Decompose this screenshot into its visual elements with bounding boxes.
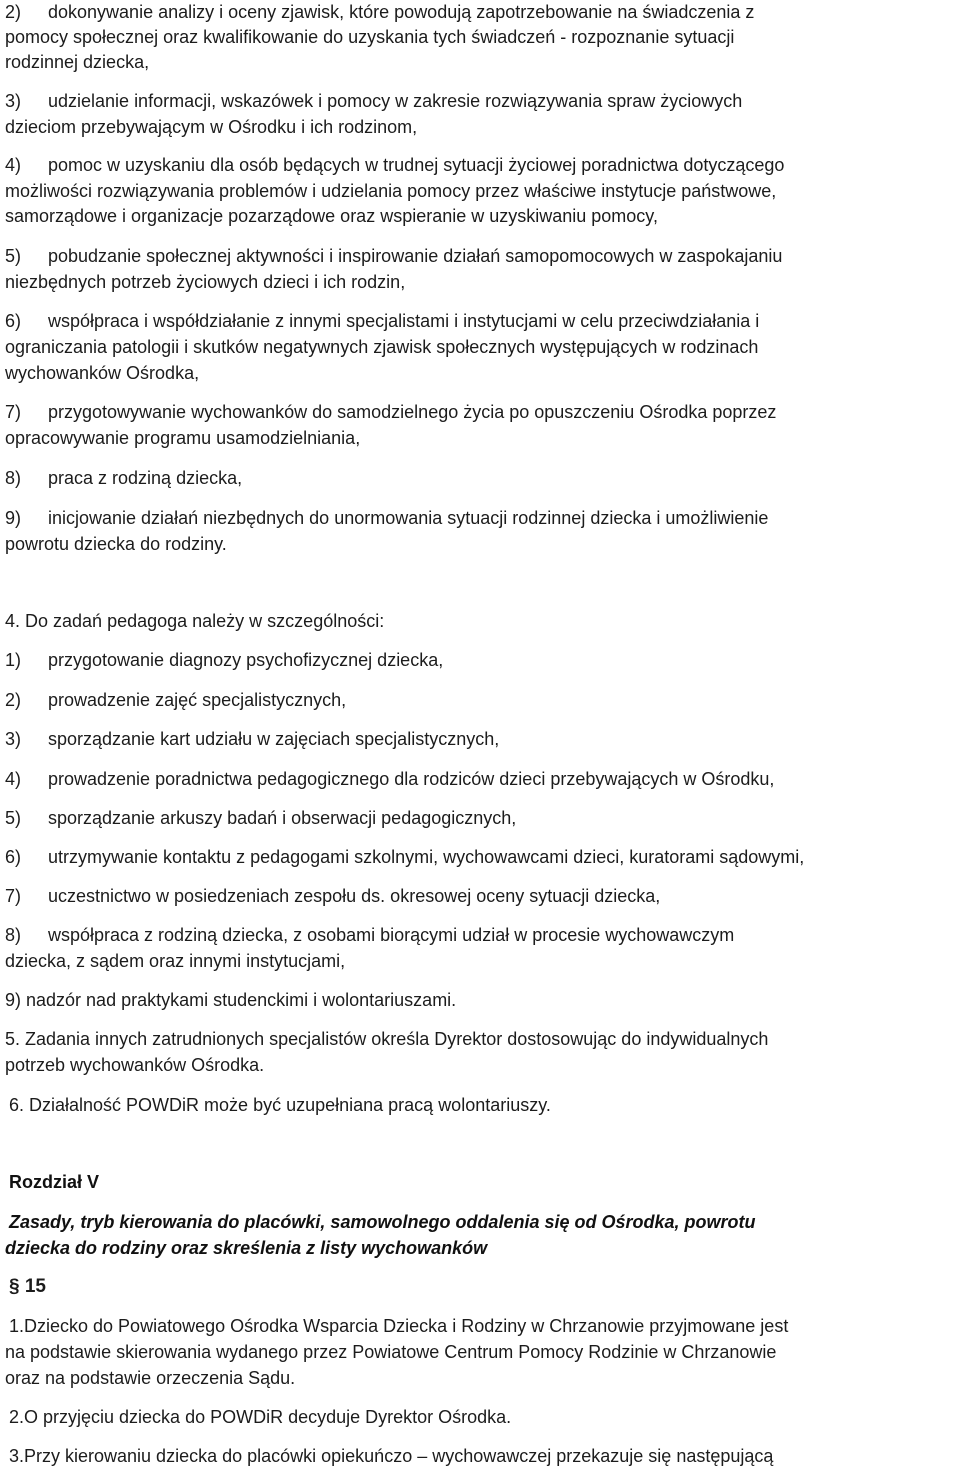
list-b-number-6: 6) <box>5 847 22 867</box>
section-point-1-line-2: na podstawie skierowania wydanego przez Powiatowe Centrum Pomocy Rodzinie w Chrzanowie <box>5 1342 777 1362</box>
list-a-item-6-line-2: ograniczania patologii i skutków negatywnych zjawisk społecznych występujących w rodzinach <box>5 337 759 357</box>
list-a-number-5: 5) <box>5 246 22 266</box>
list-b-item-7-text: uczestnictwo w posiedzeniach zespołu ds. okresowej oceny sytuacji dziecka, <box>48 886 661 906</box>
section-point-3: 3.Przy kierowaniu dziecka do placówki opiekuńczo – wychowawczej przekazuje się następującą <box>9 1446 774 1466</box>
list-b-item-4 <box>5 767 774 793</box>
list-b-number-1: 1) <box>5 650 22 670</box>
list-b-item-5-text: sporządzanie arkuszy badań i obserwacji pedagogicznych, <box>48 808 517 828</box>
list-a-item-5-line-1 <box>5 244 782 270</box>
point-6: 6. Działalność POWDiR może być uzupełniana pracą wolontariuszy. <box>9 1095 551 1115</box>
list-a-number-6: 6) <box>5 311 22 331</box>
list-a-item-5-text: pobudzanie społecznej aktywności i inspirowanie działań samopomocowych w zaspokajaniu <box>48 246 783 266</box>
list-a-item-9-line-1 <box>5 506 768 532</box>
list-a-item-2-text: dokonywanie analizy i oceny zjawisk, które powodują zapotrzebowanie na świadczenia z <box>48 2 755 22</box>
point-5-line-1: 5. Zadania innych zatrudnionych specjalistów określa Dyrektor dostosowując do indywidualnych <box>5 1029 769 1049</box>
list-a-number-8: 8) <box>5 468 22 488</box>
list-b-item-3-text: sporządzanie kart udziału w zajęciach specjalistycznych, <box>48 729 500 749</box>
list-a-item-3-line-2: dzieciom przebywającym w Ośrodku i ich rodzinom, <box>5 117 418 137</box>
section-mark: § 15 <box>9 1276 46 1297</box>
list-a-item-4-line-1 <box>5 153 784 179</box>
list-a-item-4-text: pomoc w uzyskaniu dla osób będących w trudnej sytuacji życiowej poradnictwa dotyczącego <box>48 155 785 175</box>
list-b-number-8: 8) <box>5 925 22 945</box>
list-a-item-4-line-2: możliwości rozwiązywania problemów i udzielania pomocy przez właściwe instytucje państwowe, <box>5 181 777 201</box>
list-b-item-3 <box>5 727 499 753</box>
list-a-item-7-line-1 <box>5 400 776 426</box>
list-a-number-9: 9) <box>5 508 22 528</box>
list-a-item-8-text: praca z rodziną dziecka, <box>48 468 243 488</box>
list-a-item-6-line-1 <box>5 309 759 335</box>
list-b-item-2 <box>5 688 346 714</box>
list-b-item-8-text: współpraca z rodziną dziecka, z osobami biorącymi udział w procesie wychowawczym <box>48 925 735 945</box>
list-b-item-6-text: utrzymywanie kontaktu z pedagogami szkolnymi, wychowawcami dzieci, kuratorami sądowymi, <box>48 847 805 867</box>
list-b-item-2-text: prowadzenie zajęć specjalistycznych, <box>48 690 347 710</box>
chapter-subtitle-line-1: Zasady, tryb kierowania do placówki, samowolnego oddalenia się od Ośrodka, powrotu <box>9 1212 756 1232</box>
list-a-item-2-line-2: pomocy społecznej oraz kwalifikowanie do uzyskania tych świadczeń - rozpoznanie sytuacji <box>5 27 735 47</box>
list-b-item-1 <box>5 648 443 674</box>
list-a-item-8-line-1 <box>5 466 242 492</box>
list-a-item-6-line-3: wychowanków Ośrodka, <box>5 363 200 383</box>
list-b-number-3: 3) <box>5 729 22 749</box>
list-b-item-8-line-1 <box>5 923 734 949</box>
list-b-item-6 <box>5 845 804 871</box>
section-point-1-line-1: 1.Dziecko do Powiatowego Ośrodka Wsparcia Dziecka i Rodziny w Chrzanowie przyjmowane jest <box>9 1316 789 1336</box>
list-b-number-5: 5) <box>5 808 22 828</box>
list-b-item-9: 9) nadzór nad praktykami studenckimi i wolontariuszami. <box>5 990 457 1010</box>
list-b-number-4: 4) <box>5 769 22 789</box>
list-b-item-5 <box>5 806 516 832</box>
section-point-2: 2.O przyjęciu dziecka do POWDiR decyduje Dyrektor Ośrodka. <box>9 1407 512 1427</box>
chapter-title: Rozdział V <box>9 1172 100 1192</box>
list-a-item-4-line-3: samorządowe i organizacje pozarządowe oraz wspieranie w uzyskiwaniu pomocy, <box>5 206 658 226</box>
chapter-subtitle-line-2: dziecka do rodziny oraz skreślenia z listy wychowanków <box>5 1238 488 1258</box>
list-a-item-3-text: udzielanie informacji, wskazówek i pomocy w zakresie rozwiązywania spraw życiowych <box>48 91 743 111</box>
list-a-number-4: 4) <box>5 155 22 175</box>
list-a-item-2-line-3: rodzinnej dziecka, <box>5 52 150 72</box>
list-a-item-5-line-2: niezbędnych potrzeb życiowych dzieci i ich rodzin, <box>5 272 406 292</box>
list-a-number-7: 7) <box>5 402 22 422</box>
list-a-item-2-line-1 <box>5 0 754 26</box>
list-a-item-7-text: przygotowywanie wychowanków do samodzielnego życia po opuszczeniu Ośrodka poprzez <box>48 402 777 422</box>
list-a-item-9-text: inicjowanie działań niezbędnych do unormowania sytuacji rodzinnej dziecka i umożliwienie <box>48 508 769 528</box>
list-b-item-7 <box>5 884 660 910</box>
list-a-number-2: 2) <box>5 2 22 22</box>
list-a-item-9-line-2: powrotu dziecka do rodziny. <box>5 534 227 554</box>
list-b-number-2: 2) <box>5 690 22 710</box>
section-point-1-line-3: oraz na podstawie orzeczenia Sądu. <box>5 1368 296 1388</box>
list-b-item-8-line-2: dziecka, z sądem oraz innymi instytucjami, <box>5 951 346 971</box>
point-4-heading: 4. Do zadań pedagoga należy w szczególności: <box>5 611 385 631</box>
list-a-number-3: 3) <box>5 91 22 111</box>
list-b-number-7: 7) <box>5 886 22 906</box>
list-a-item-3-line-1 <box>5 89 742 115</box>
list-a-item-6-text: współpraca i współdziałanie z innymi specjalistami i instytucjami w celu przeciwdziałania i <box>48 311 760 331</box>
list-b-item-4-text: prowadzenie poradnictwa pedagogicznego dla rodziców dzieci przebywających w Ośrodku, <box>48 769 775 789</box>
list-a-item-7-line-2: opracowywanie programu usamodzielniania, <box>5 428 361 448</box>
point-5-line-2: potrzeb wychowanków Ośrodka. <box>5 1055 265 1075</box>
list-b-item-1-text: przygotowanie diagnozy psychofizycznej dziecka, <box>48 650 444 670</box>
